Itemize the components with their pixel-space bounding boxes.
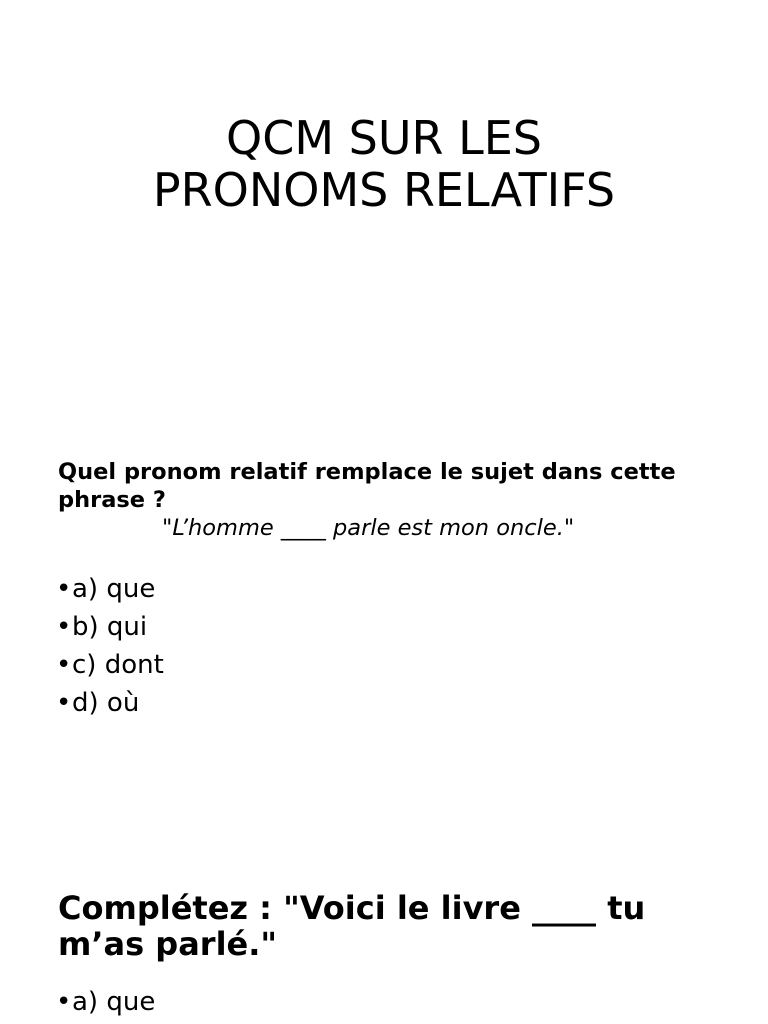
title-line-1: QCM SUR LES bbox=[226, 111, 542, 165]
question-1-text: Quel pronom relatif remplace le sujet dans cette phrase ? bbox=[58, 459, 676, 513]
slide-title bbox=[0, 112, 768, 216]
bullet: • bbox=[56, 612, 72, 642]
question-2-options bbox=[56, 983, 155, 1021]
option-a bbox=[56, 983, 155, 1021]
question-1-options bbox=[56, 570, 164, 722]
option-label: d) où bbox=[72, 688, 140, 718]
question-2-text: Complétez : "Voici le livre ____ tu m’as parlé." bbox=[58, 889, 646, 963]
option-label: c) dont bbox=[72, 650, 164, 680]
question-1-quote bbox=[58, 514, 718, 542]
bullet: • bbox=[56, 574, 72, 604]
bullet: • bbox=[56, 688, 72, 718]
title-line-2: PRONOMS RELATIFS bbox=[152, 163, 616, 217]
option-c bbox=[56, 646, 164, 684]
option-b bbox=[56, 608, 164, 646]
quote-open-mark: " bbox=[162, 515, 173, 541]
quote-close-mark: " bbox=[563, 515, 575, 541]
option-label: a) que bbox=[72, 987, 156, 1017]
bullet: • bbox=[56, 650, 72, 680]
question-2 bbox=[58, 890, 718, 962]
bullet: • bbox=[56, 987, 72, 1017]
option-a bbox=[56, 570, 164, 608]
option-d bbox=[56, 684, 164, 722]
question-1 bbox=[58, 458, 718, 542]
option-label: a) que bbox=[72, 574, 156, 604]
quote-sentence: L’homme ____ parle est mon oncle. bbox=[172, 515, 564, 541]
option-label: b) qui bbox=[72, 612, 148, 642]
